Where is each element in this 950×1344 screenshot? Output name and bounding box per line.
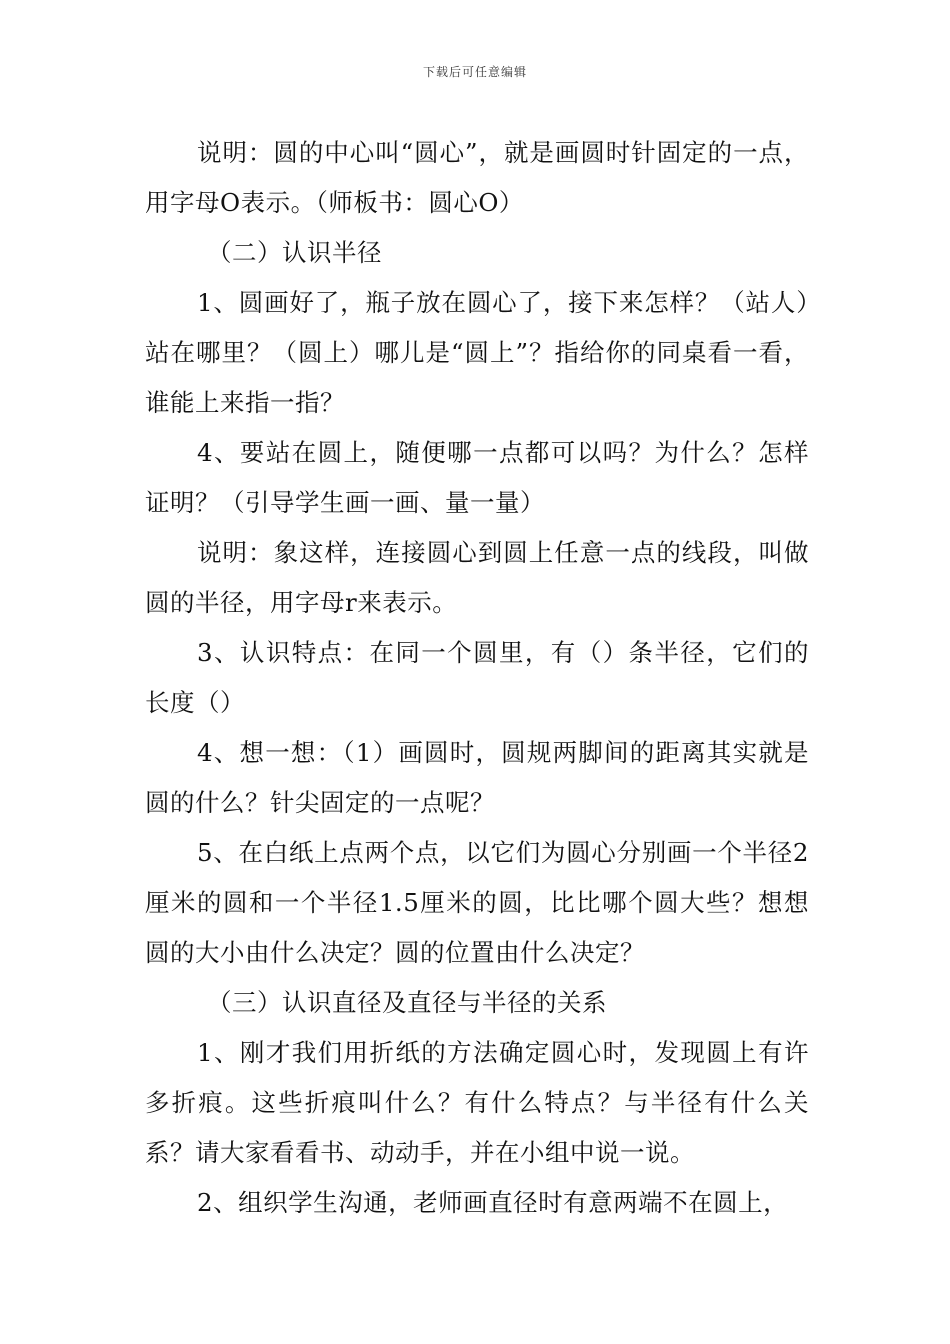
paragraph-step-1: 1、圆画好了，瓶子放在圆心了，接下来怎样？（站人）站在哪里？（圆上）哪儿是“圆上”？指给你的同桌看一看，谁能上来指一指？ — [145, 288, 809, 417]
section-heading-diameter: （三）认识直径及直径与半径的关系 — [207, 988, 607, 1017]
paragraph-radius-definition: 说明：象这样，连接圆心到圆上任意一点的线段，叫做圆的半径，用字母r来表示。 — [145, 538, 809, 617]
document-body — [145, 128, 809, 1228]
paragraph-think: 4、想一想：（1）画圆时，圆规两脚间的距离其实就是圆的什么？针尖固定的一点呢？ — [145, 738, 809, 817]
page-header-note: 下载后可任意编辑 — [422, 65, 527, 79]
paragraph-communication: 2、组织学生沟通，老师画直径时有意两端不在圆上， — [197, 1188, 789, 1217]
paragraph-step-4: 4、要站在圆上，随便哪一点都可以吗？为什么？怎样证明？（引导学生画一画、量一量） — [145, 438, 809, 517]
paragraph-step-3: 3、认识特点：在同一个圆里，有（）条半径，它们的长度（） — [145, 638, 809, 717]
paragraph-center-definition: 说明：圆的中心叫“圆心”，就是画圆时针固定的一点，用字母O表示。（师板书：圆心O） — [145, 138, 809, 217]
section-heading-radius: （二）认识半径 — [207, 238, 382, 267]
paragraph-step-5: 5、在白纸上点两个点，以它们为圆心分别画一个半径2厘米的圆和一个半径1.5厘米的圆，比比哪个圆大些？想想圆的大小由什么决定？圆的位置由什么决定？ — [145, 838, 809, 967]
paragraph-folding: 1、刚才我们用折纸的方法确定圆心时，发现圆上有许多折痕。这些折痕叫什么？有什么特点？与半径有什么关系？请大家看看书、动动手，并在小组中说一说。 — [145, 1038, 809, 1167]
